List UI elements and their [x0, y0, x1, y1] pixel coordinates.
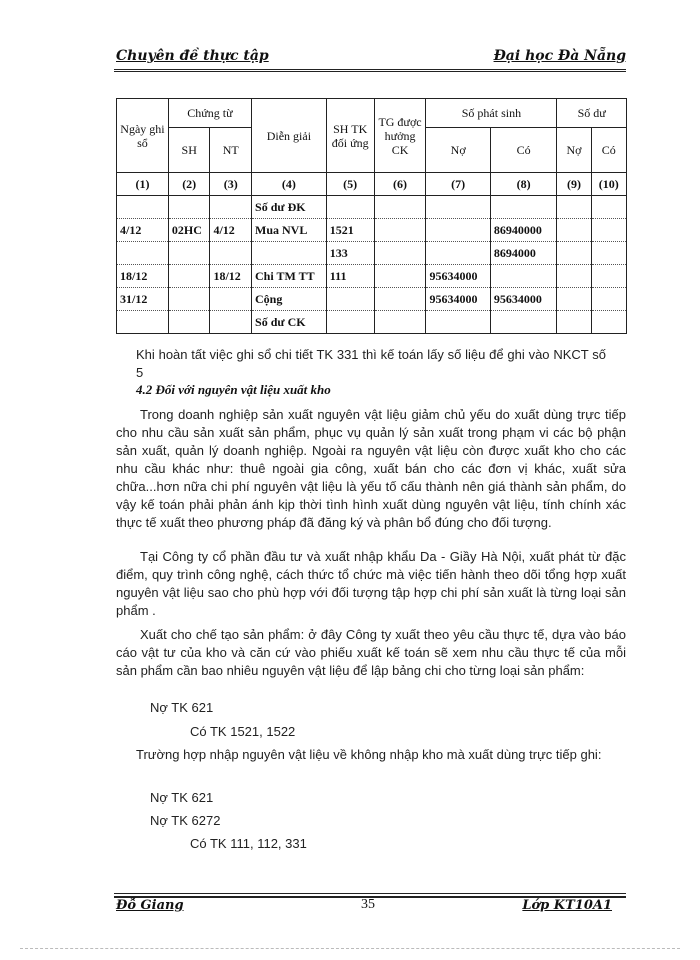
table-cell: 4/12	[117, 219, 169, 242]
journal-credit-entry: Có TK 111, 112, 331	[190, 836, 307, 851]
footer-author: Đỗ Giang	[116, 898, 184, 913]
header-right-title: Đại học Đà Nẵng	[493, 48, 626, 64]
table-cell	[210, 311, 252, 334]
table-cell	[591, 219, 626, 242]
column-index: (2)	[168, 173, 210, 196]
header-description: Diễn giải	[252, 99, 327, 173]
table-cell: 18/12	[210, 265, 252, 288]
header-arising-credit: Có	[490, 128, 556, 173]
column-index: (8)	[490, 173, 556, 196]
column-index: (5)	[326, 173, 374, 196]
header-left-title: Chuyên đề thực tập	[116, 48, 269, 64]
table-cell	[210, 288, 252, 311]
paragraph-3: Xuất cho chế tạo sản phẩm: ở đây Công ty xuất theo yêu cầu thực tế, dựa vào báo cáo vật tư của kho và căn cứ vào phiếu xuất kế toán sẽ xem nhu cầu thực tế của mỗi sản phẩm cần bao nhiêu nguyên vật liệu để lập bảng chi cho từng loại sản phẩm:	[116, 627, 626, 678]
table-cell: 95634000	[490, 288, 556, 311]
header-balance: Số dư	[557, 99, 627, 128]
table-cell: Số dư CK	[252, 311, 327, 334]
column-index: (7)	[426, 173, 490, 196]
header-arising: Số phát sinh	[426, 99, 557, 128]
table-cell	[557, 265, 591, 288]
table-cell	[374, 242, 426, 265]
table-cell	[374, 219, 426, 242]
table-cell: 1521	[326, 219, 374, 242]
table-cell	[591, 288, 626, 311]
table-cell: 18/12	[117, 265, 169, 288]
table-cell	[426, 196, 490, 219]
table-cell	[591, 242, 626, 265]
header-rule	[114, 69, 626, 72]
table-cell	[374, 288, 426, 311]
table-cell	[591, 311, 626, 334]
table-cell	[426, 219, 490, 242]
table-cell	[168, 196, 210, 219]
paragraph-2: Tại Công ty cổ phần đầu tư và xuất nhập khẩu Da - Giầy Hà Nội, xuất phát từ đặc điểm, quy trình công nghệ, cách thức tổ chức mà việc tiến hành theo dõi tổng hợp xuất nguyên vật liệu sao cho phù hợp với đối tượng tập hợp chi phí sản xuất là từng loại sản phẩm .	[116, 549, 626, 618]
table-cell: 86940000	[490, 219, 556, 242]
table-cell	[326, 196, 374, 219]
table-cell	[326, 311, 374, 334]
table-cell	[374, 196, 426, 219]
table-cell: 4/12	[210, 219, 252, 242]
table-row	[117, 242, 627, 265]
table-cell	[591, 196, 626, 219]
table-cell	[326, 288, 374, 311]
table-cell	[490, 311, 556, 334]
header-account: SH TK đối ứng	[326, 99, 374, 173]
table-cell	[168, 242, 210, 265]
table-cell	[210, 196, 252, 219]
table-row	[117, 219, 627, 242]
table-cell	[557, 288, 591, 311]
footer-class: Lớp KT10A1	[522, 898, 612, 913]
table-cell: 02HC	[168, 219, 210, 242]
table-cell: 95634000	[426, 265, 490, 288]
table-cell	[168, 288, 210, 311]
table-cell	[117, 242, 169, 265]
journal-credit-entry: Có TK 1521, 1522	[190, 724, 296, 739]
header-voucher-nt: NT	[210, 128, 252, 173]
journal-debit-entry: Nợ TK 621	[150, 700, 214, 715]
section-title: 4.2 Đối với nguyên vật liệu xuất kho	[136, 382, 331, 397]
table-cell	[557, 242, 591, 265]
table-cell	[117, 311, 169, 334]
header-balance-debit: Nợ	[557, 128, 591, 173]
header-voucher-sh: SH	[168, 128, 210, 173]
journal-debit-entry: Nợ TK 621	[150, 790, 214, 805]
table-cell: 111	[326, 265, 374, 288]
table-row	[117, 196, 627, 219]
table-cell	[426, 311, 490, 334]
header-discount-period: TG được hưởng CK	[374, 99, 426, 173]
page-edge-divider	[20, 948, 680, 949]
table-cell	[168, 265, 210, 288]
note-paragraph: Khi hoàn tất việc ghi sổ chi tiết TK 331 thì kế toán lấy số liệu để ghi vào NKCT số 5	[136, 347, 606, 380]
table-cell	[210, 242, 252, 265]
table-cell	[374, 265, 426, 288]
header-date: Ngày ghi sổ	[117, 99, 169, 173]
table-row	[117, 265, 627, 288]
header-balance-credit: Có	[591, 128, 626, 173]
table-cell: Cộng	[252, 288, 327, 311]
paragraph-1: Trong doanh nghiệp sản xuất nguyên vật liệu giảm chủ yếu do xuất dùng trực tiếp cho nhu cầu sản xuất sản phẩm, phục vụ quản lý sản xuất trong phạm vi các bộ phận sản xuất, quản lý doanh nghiệp. Ngoài ra nguyên vật liệu còn được xuất kho cho các nhu cầu khác như: thuê ngoài gia công, xuất bán cho các đơn vị khác, xuất sửa chữa...hơn nữa chi phí nguyên vật liệu là yếu tố cấu thành nên giá thành sản phẩm, do vậy kế toán phải phản ánh kịp thời tình hình xuất dùng nguyên vật liệu, tính chính xác thực tế xuất theo phương pháp đã đăng ký và phân bổ đúng cho đối tượng.	[116, 407, 626, 530]
column-index: (6)	[374, 173, 426, 196]
table-cell: 31/12	[117, 288, 169, 311]
table-cell	[557, 311, 591, 334]
column-index: (3)	[210, 173, 252, 196]
table-cell: Số dư ĐK	[252, 196, 327, 219]
column-index: (10)	[591, 173, 626, 196]
column-index: (1)	[117, 173, 169, 196]
table-cell	[490, 196, 556, 219]
table-cell	[557, 196, 591, 219]
table-cell	[426, 242, 490, 265]
journal-debit-entry: Nợ TK 6272	[150, 813, 221, 828]
case-paragraph: Trường hợp nhập nguyên vật liệu về không nhập kho mà xuất dùng trực tiếp ghi:	[136, 747, 602, 762]
table-cell: 8694000	[490, 242, 556, 265]
table-row	[117, 288, 627, 311]
header-voucher: Chứng từ	[168, 99, 251, 128]
header-arising-debit: Nợ	[426, 128, 490, 173]
ledger-table	[116, 98, 627, 334]
table-cell	[168, 311, 210, 334]
table-cell: Chi TM TT	[252, 265, 327, 288]
table-cell	[374, 311, 426, 334]
table-cell: Mua NVL	[252, 219, 327, 242]
table-row	[117, 311, 627, 334]
table-cell	[252, 242, 327, 265]
column-index: (9)	[557, 173, 591, 196]
table-cell: 133	[326, 242, 374, 265]
table-cell: 95634000	[426, 288, 490, 311]
table-cell	[557, 219, 591, 242]
table-cell	[591, 265, 626, 288]
page-number: 35	[361, 897, 375, 912]
column-index: (4)	[252, 173, 327, 196]
table-cell	[117, 196, 169, 219]
table-cell	[490, 265, 556, 288]
